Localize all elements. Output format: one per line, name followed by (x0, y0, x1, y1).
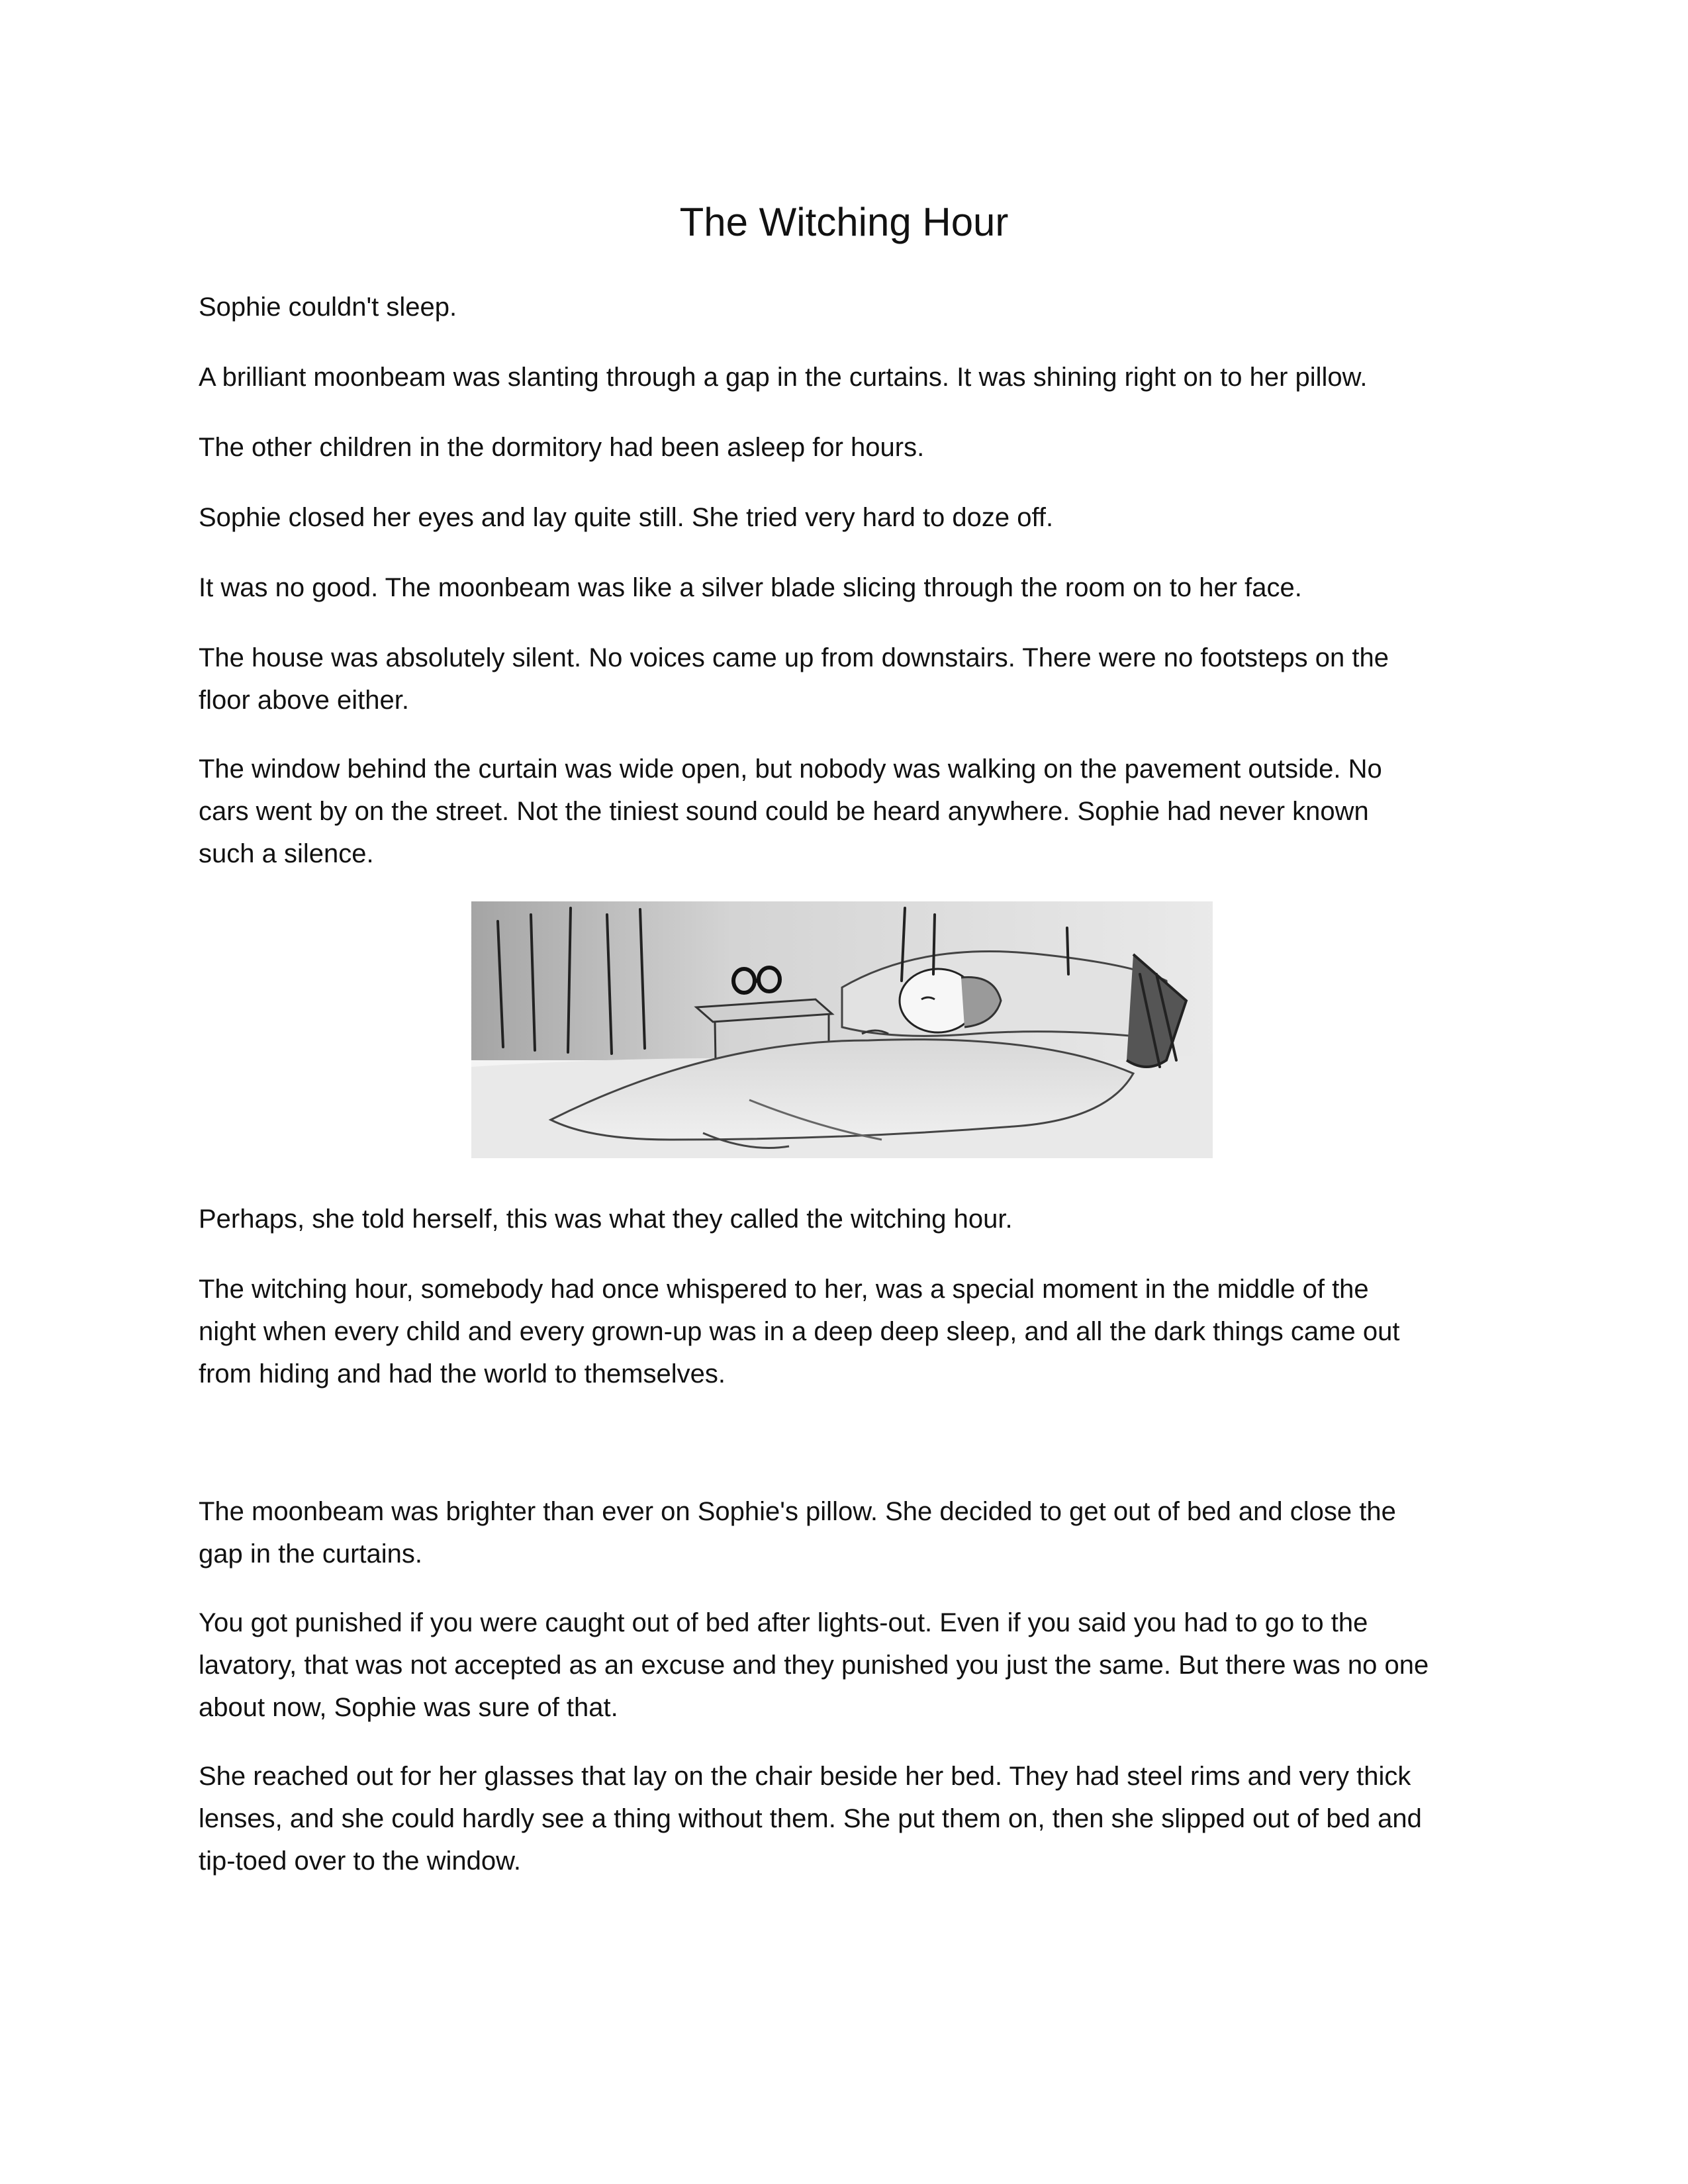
sleeping-girl-in-bed-illustration (471, 901, 1213, 1158)
paragraph-7: The window behind the curtain was wide open, but nobody was walking on the pavement outside. No cars went by on the street. Not the tiniest sound could be heard anywhere. Sophie had never known such a silence. (199, 754, 1382, 868)
paragraph-6: The house was absolutely silent. No voices came up from downstairs. There were no footsteps on the floor above either. (199, 643, 1389, 715)
paragraph-9: The witching hour, somebody had once whispered to her, was a special moment in the middle of the night when every child and every grown-up was in a deep deep sleep, and all the dark things came out from hiding and had the world to themselves. (199, 1275, 1400, 1388)
paragraph-1: Sophie couldn't sleep. (199, 293, 457, 322)
page-title: The Witching Hour (679, 200, 1009, 244)
paragraph-5: It was no good. The moonbeam was like a silver blade slicing through the room on to her face. (199, 573, 1302, 602)
paragraph-4: Sophie closed her eyes and lay quite still. She tried very hard to doze off. (199, 503, 1054, 532)
paragraph-11: You got punished if you were caught out of bed after lights-out. Even if you said you had to go to the lavatory, that was not accepted as an excuse and they punished you just the same. But there was no one about now, Sophie was sure of that. (199, 1608, 1429, 1722)
paragraph-8: Perhaps, she told herself, this was what they called the witching hour. (199, 1205, 1013, 1234)
paragraph-2: A brilliant moonbeam was slanting through a gap in the curtains. It was shining right on to her pillow. (199, 363, 1368, 392)
paragraph-3: The other children in the dormitory had been asleep for hours. (199, 433, 925, 462)
paragraph-10: The moonbeam was brighter than ever on Sophie's pillow. She decided to get out of bed and close the gap in the curtains. (199, 1497, 1396, 1569)
paragraph-12: She reached out for her glasses that lay on the chair beside her bed. They had steel rims and very thick lenses, and she could hardly see a thing without them. She put them on, then she slipped out of bed and tip-toed over to the window. (199, 1762, 1422, 1876)
